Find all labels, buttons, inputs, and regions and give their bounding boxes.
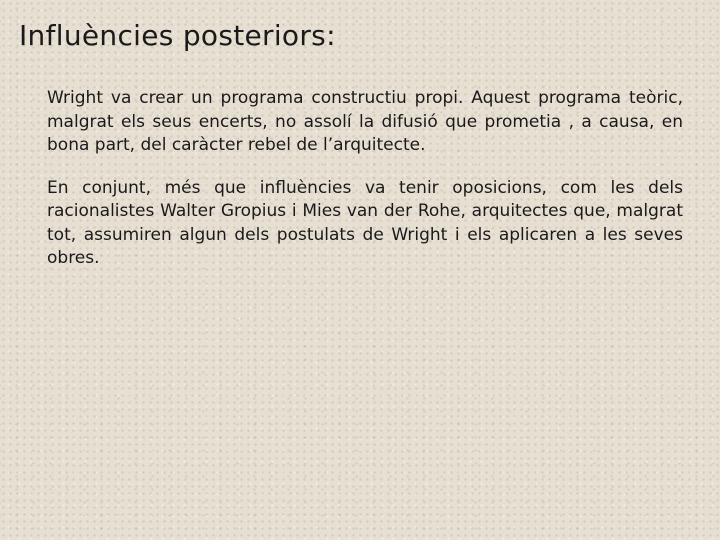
paragraph-wright-program: Wright va crear un programa constructiu propi. Aquest programa teòric, malgrat els seus encerts, no assolí la difusió que prometia , a causa, en bona part, del caràcter rebel de l’arquitecte.: [47, 88, 683, 155]
slide-body: [47, 87, 683, 271]
paragraph-oppositions: En conjunt, més que influències va tenir oposicions, com les dels racionalistes Walter Gropius i Mies van der Rohe, arquitectes que, malgrat tot, assumiren algun dels postulats de Wright i els aplicaren a les seves obres.: [47, 177, 683, 268]
slide-title: Influències posteriors:: [19, 19, 336, 52]
